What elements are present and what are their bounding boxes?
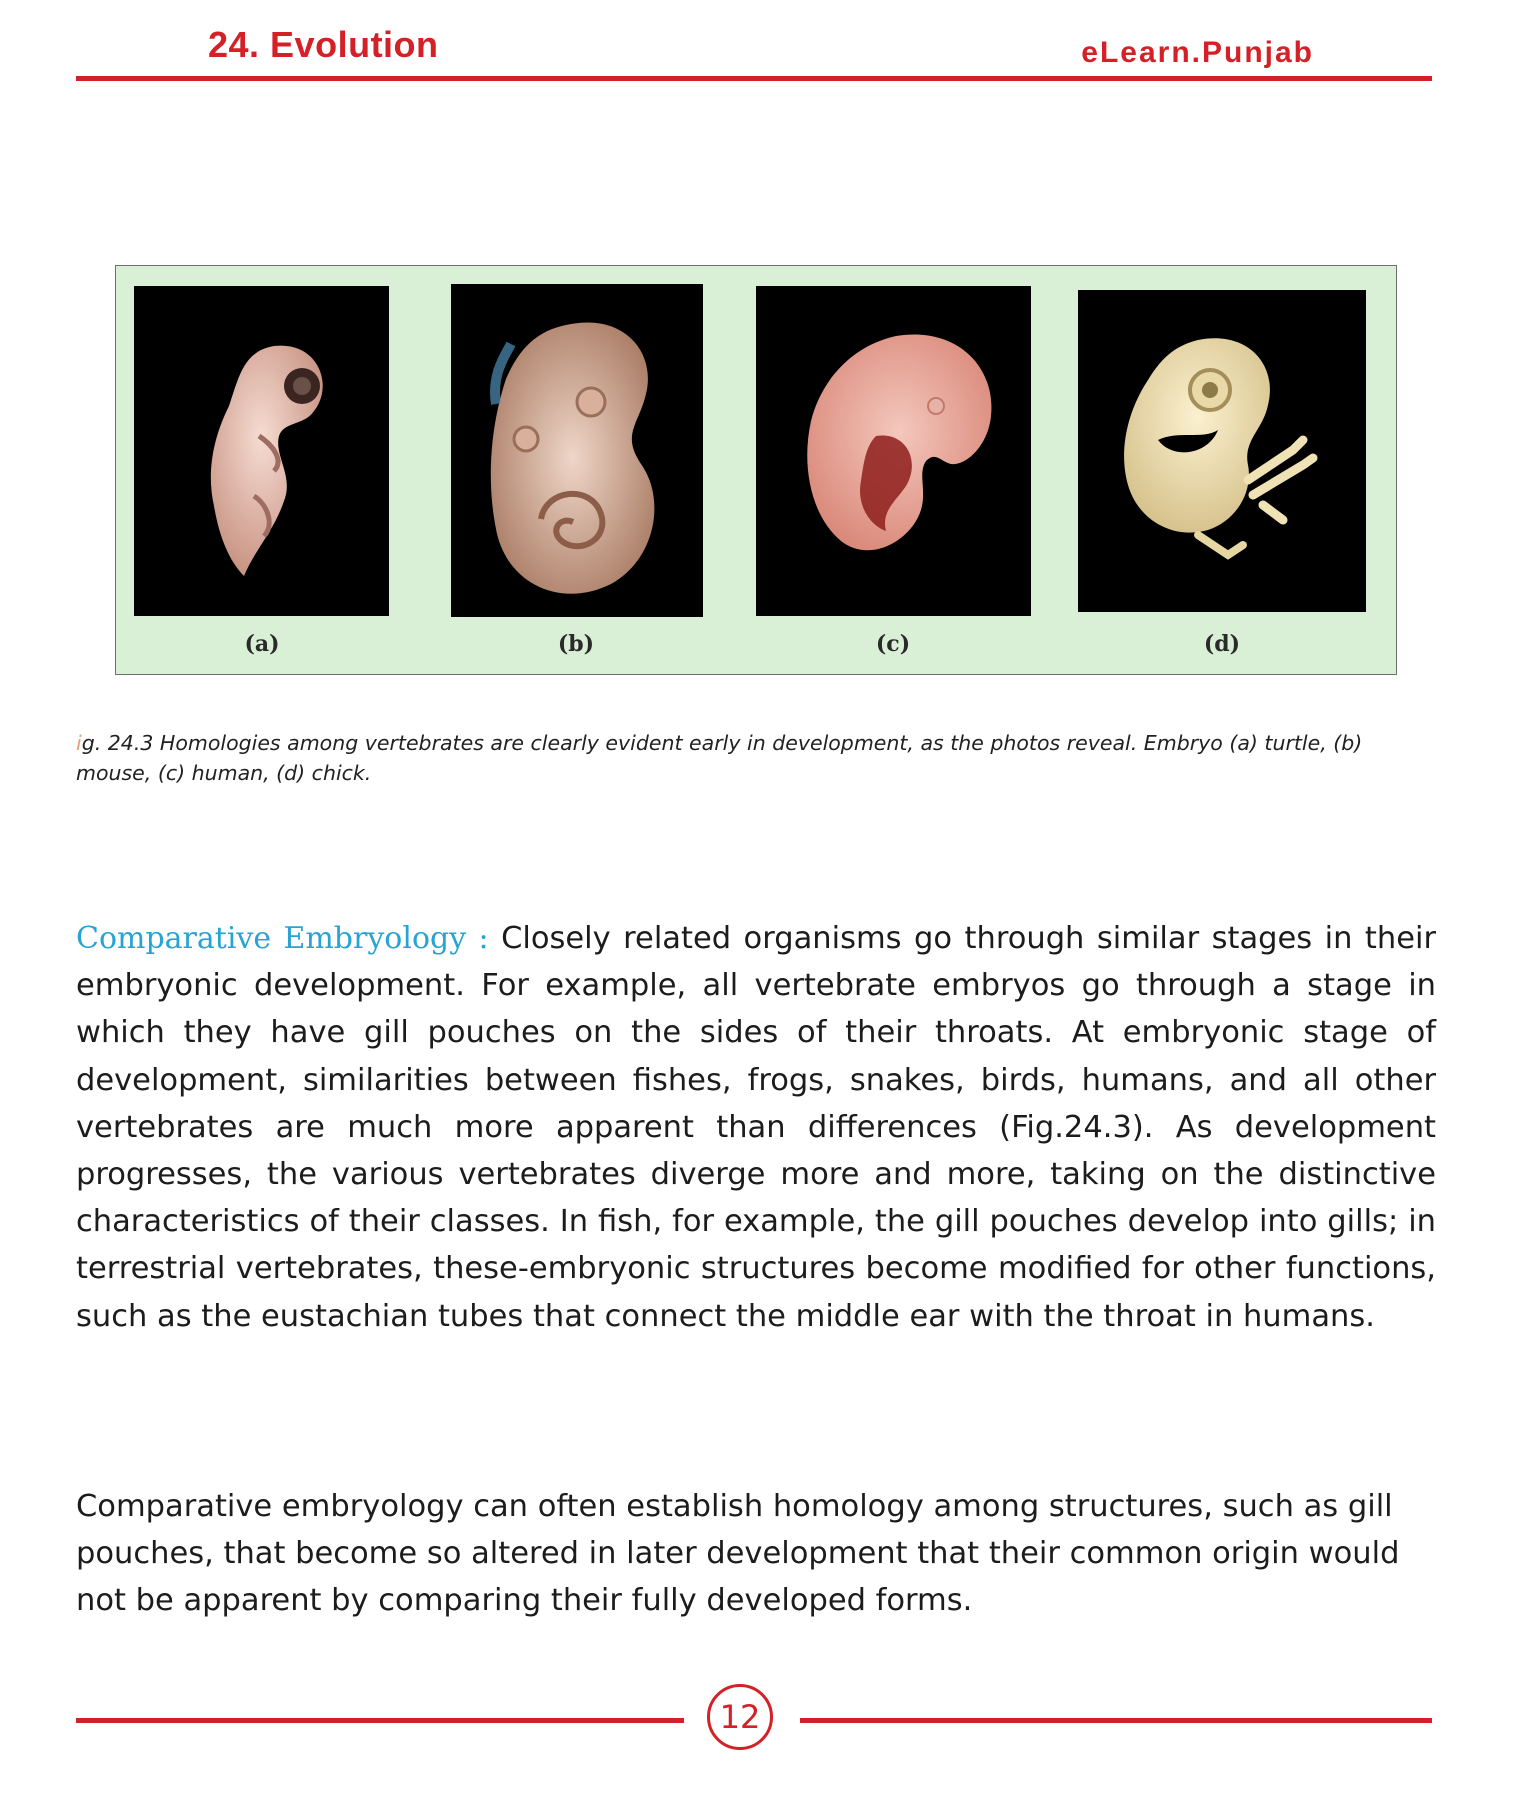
paragraph-homology: Comparative embryology can often establish homology among structures, such as gill pouches, that become so altered in later development that their common origin would not be apparent by comparing their fully developed forms. bbox=[76, 1489, 1400, 1619]
panel-label-d: (d) bbox=[1203, 631, 1241, 657]
panel-label-b: (b) bbox=[557, 631, 595, 657]
term-heading: Comparative Embryology : bbox=[76, 921, 489, 956]
panel-label-a: (a) bbox=[244, 631, 280, 657]
embryo-figure bbox=[115, 265, 1397, 675]
embryo-photo-turtle bbox=[134, 286, 389, 616]
header-rule bbox=[76, 76, 1432, 81]
caption-lead: i bbox=[76, 731, 82, 755]
chapter-title: 24. Evolution bbox=[208, 24, 439, 65]
paragraph-comparative-embryology bbox=[76, 915, 1436, 1340]
caption-text: g. 24.3 Homologies among vertebrates are clearly evident early in development, as the photos reveal. Embryo (a) turtle, (b) mouse, (c) human, (d) chick. bbox=[76, 731, 1363, 785]
footer-rule-right bbox=[800, 1718, 1432, 1723]
figure-caption bbox=[76, 728, 1436, 788]
mouse-embryo-illustration bbox=[451, 284, 703, 617]
brand-name: eLearn.Punjab bbox=[1081, 36, 1314, 69]
footer-rule-left bbox=[76, 1718, 684, 1723]
panel-label-c: (c) bbox=[875, 631, 911, 657]
chick-embryo-illustration bbox=[1078, 290, 1366, 612]
turtle-embryo-illustration bbox=[134, 286, 389, 616]
embryo-photo-chick bbox=[1078, 290, 1366, 612]
page-number: 12 bbox=[707, 1684, 773, 1750]
paragraph-1-text: Closely related organisms go through similar stages in their embryonic development. For example, all vertebrate embryos go through a stage in which they have gill pouches on the sides of their throats. At embryonic stage of development, similarities between fishes, frogs, snakes, birds, humans, and all other vertebrates are much more apparent than differences (Fig.24.3). As development progresses, the various vertebrates diverge more and more, taking on the distinctive characteristics of their classes. In fish, for example, the gill pouches develop into gills; in terrestrial vertebrates, these-embryonic structures become modified for other functions, such as the eustachian tubes that connect the middle ear with the throat in humans. bbox=[76, 921, 1436, 1334]
embryo-photo-mouse bbox=[451, 284, 703, 617]
human-embryo-illustration bbox=[756, 286, 1031, 616]
embryo-photo-human bbox=[756, 286, 1031, 616]
